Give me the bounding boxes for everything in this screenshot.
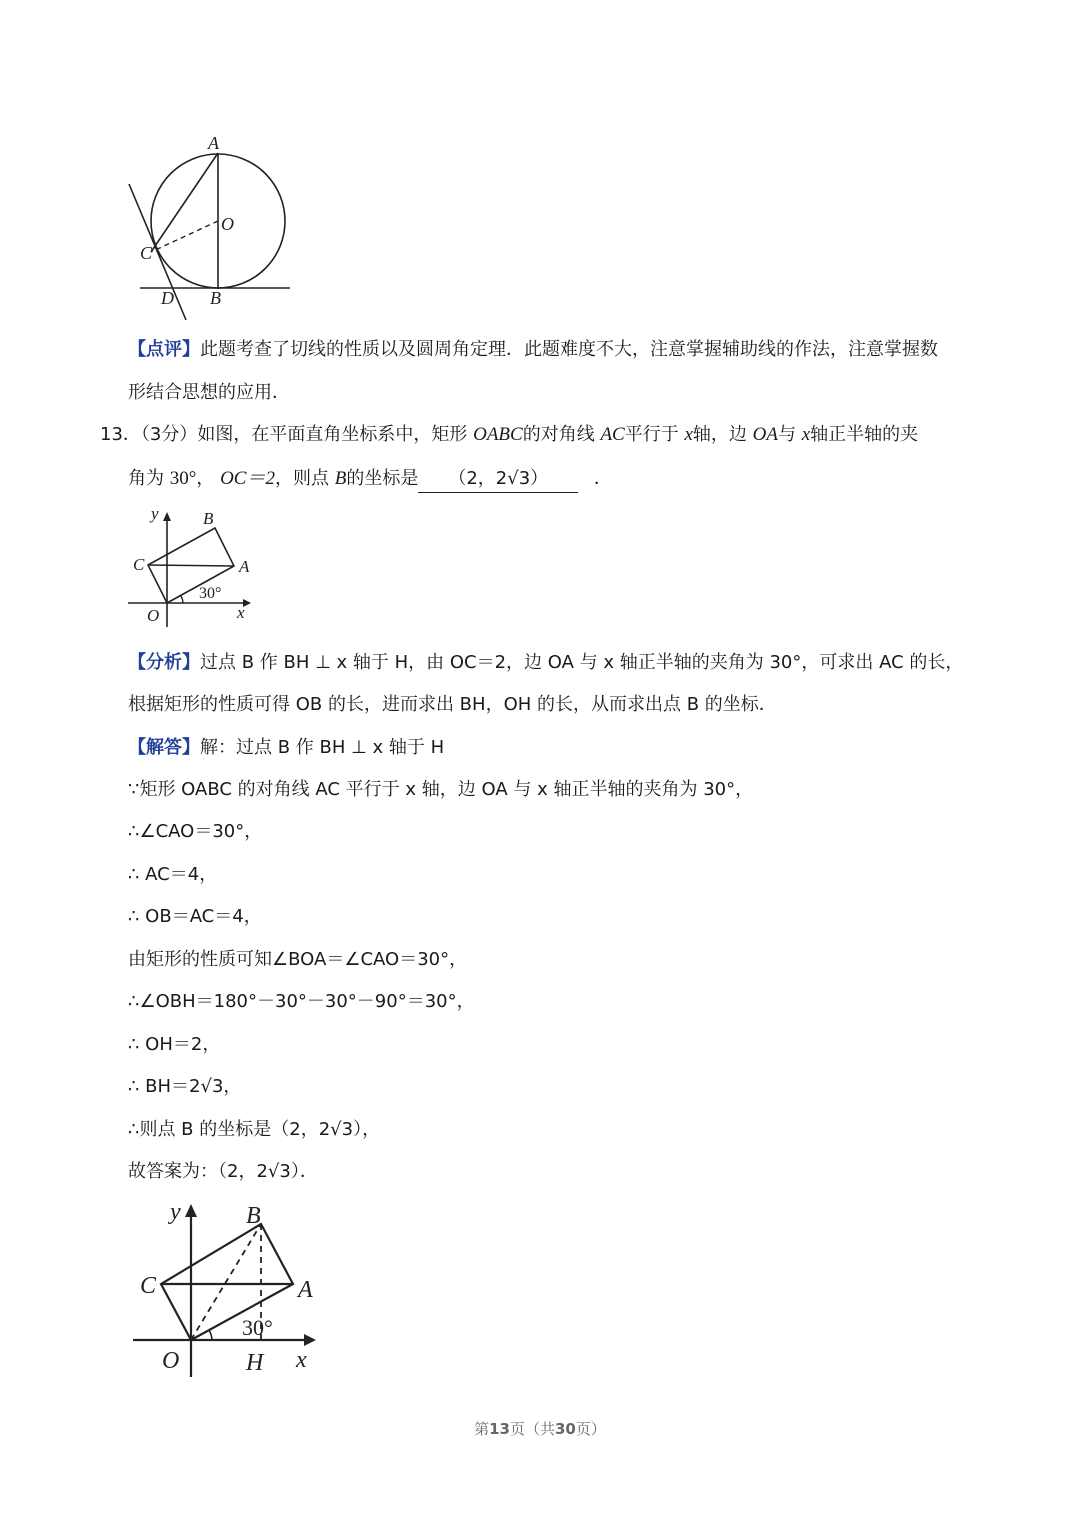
label-a: A	[208, 133, 219, 153]
review-text-1: 此题考查了切线的性质以及圆周角定理．此题难度不大，注意掌握辅助线的作法，注意掌握数	[200, 339, 938, 360]
label-angle: 30°	[199, 585, 222, 602]
review-tag: 【点评】	[128, 339, 200, 360]
rectangle-bh-figure	[128, 1195, 328, 1385]
question-number: 13．（3分）	[100, 424, 198, 445]
solution-line-11: 故答案为：（2，2√3）．	[128, 1161, 318, 1182]
solution-line-7: ∴∠OBH＝180°－30°－30°－90°＝30°，	[128, 991, 475, 1012]
angle-arc	[209, 1330, 212, 1340]
solution-line-1: 【解答】解：过点 B 作 BH ⊥ x 轴于 H	[128, 737, 445, 758]
label-o: O	[147, 606, 160, 625]
total-pages: 30	[555, 1420, 576, 1438]
label-c: C	[140, 1273, 157, 1299]
label-y: y	[151, 505, 159, 523]
angle-arc	[181, 596, 183, 603]
solution-line-10: ∴则点 B 的坐标是（2，2√3），	[128, 1119, 381, 1140]
question-13-line-1: 13．（3分）如图，在平面直角坐标系中，矩形 OABC的对角线 AC平行于 x轴，边 OA与 x轴正半轴的夹	[100, 424, 919, 445]
analysis-tag: 【分析】	[128, 652, 200, 673]
diagonal-ac	[148, 565, 234, 566]
label-b: B	[246, 1203, 261, 1229]
solution-line-2: ∵矩形 OABC 的对角线 AC 平行于 x 轴，边 OA 与 x 轴正半轴的夹角为 30°，	[128, 779, 754, 800]
solution-line-6: 由矩形的性质可知∠BOA＝∠CAO＝30°，	[128, 949, 468, 970]
label-h: H	[246, 1350, 264, 1376]
label-x: x	[237, 603, 245, 622]
label-c: C	[140, 243, 153, 263]
solution-line-8: ∴ OH＝2，	[128, 1034, 221, 1055]
review-line-1	[128, 337, 938, 363]
x-axis-arrow	[304, 1334, 316, 1346]
review-text-2: 形结合思想的应用．	[128, 382, 290, 403]
solution-tag: 【解答】	[128, 737, 200, 758]
label-y: y	[170, 1199, 181, 1225]
label-a: A	[239, 557, 250, 576]
current-page: 13	[489, 1420, 510, 1438]
label-b: B	[203, 509, 214, 528]
analysis-line-1: 【分析】过点 B 作 BH ⊥ x 轴于 H，由 OC＝2，边 OA 与 x 轴正半轴的夹角为 30°，可求出 AC 的长，	[128, 652, 964, 673]
solution-line-9: ∴ BH＝2√3，	[128, 1076, 242, 1097]
label-d: D	[161, 288, 174, 308]
question-13-line-2: 角为 30°， OC＝2，则点 B的坐标是 （2，2√3） ．	[128, 466, 612, 493]
label-a: A	[298, 1277, 313, 1303]
rectangle-coordinate-figure	[125, 505, 260, 630]
label-b: B	[210, 288, 221, 308]
solution-line-4: ∴ AC＝4，	[128, 864, 218, 885]
review-line-2	[128, 380, 290, 406]
y-axis-arrow	[163, 512, 171, 521]
label-x: x	[296, 1347, 307, 1373]
label-o: O	[221, 214, 234, 234]
label-c: C	[133, 555, 145, 574]
analysis-line-2: 根据矩形的性质可得 OB 的长，进而求出 BH，OH 的长，从而求出点 B 的坐标．	[128, 694, 777, 715]
page-footer: 第13页（共30页）	[474, 1420, 606, 1438]
label-o: O	[162, 1348, 180, 1374]
y-axis-arrow	[185, 1204, 197, 1217]
solution-line-3: ∴∠CAO＝30°，	[128, 821, 263, 842]
label-angle: 30°	[242, 1315, 273, 1340]
tangent-line-cd	[129, 184, 186, 320]
circle-tangent-figure	[120, 128, 300, 328]
answer-blank: （2，2√3）	[418, 466, 578, 493]
solution-line-5: ∴ OB＝AC＝4，	[128, 906, 262, 927]
